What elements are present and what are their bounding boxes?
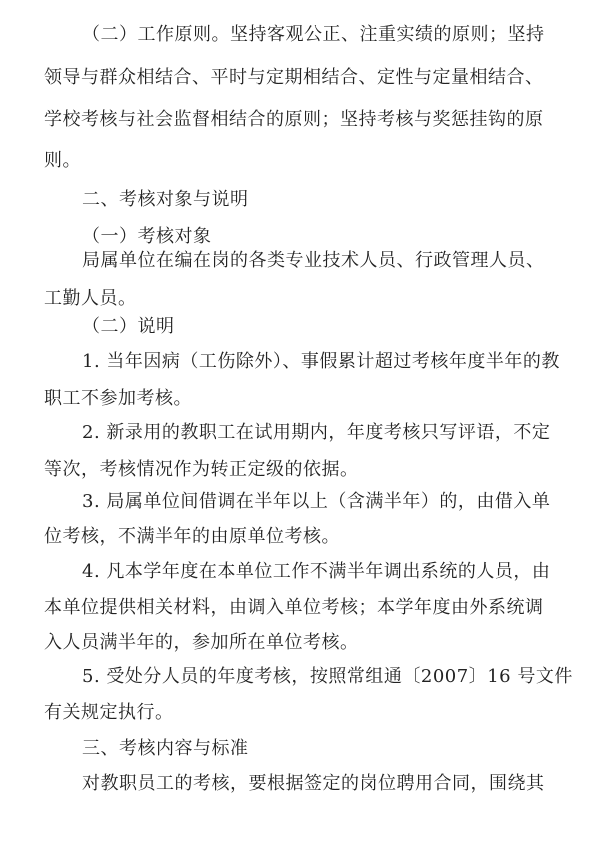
note-2-line-1: 2. 新录用的教职工在试用期内，年度考核只写评语，不定 — [82, 422, 551, 443]
note-4-line-1: 4. 凡本学年度在本单位工作不满半年调出系统的人员，由 — [82, 561, 551, 582]
subheading-assessment-target: （一）考核对象 — [82, 226, 212, 247]
principles-line-2: 领导与群众相结合、平时与定期相结合、定性与定量相结合、 — [44, 67, 544, 88]
note-5-line-2: 有关规定执行。 — [44, 702, 174, 723]
note-3-line-2: 位考核，不满半年的由原单位考核。 — [44, 526, 340, 547]
section-heading-3: 三、考核内容与标准 — [82, 738, 249, 759]
content-standards-line-1: 对教职员工的考核，要根据签定的岗位聘用合同，围绕其 — [82, 773, 545, 794]
note-1-line-2: 职工不参加考核。 — [44, 388, 192, 409]
note-1-line-1: 1. 当年因病（工伤除外）、事假累计超过考核年度半年的教 — [82, 351, 560, 372]
note-2-line-2: 等次，考核情况作为转正定级的依据。 — [44, 459, 359, 480]
target-line-1: 局属单位在编在岗的各类专业技术人员、行政管理人员、 — [82, 250, 545, 271]
principles-line-1: （二）工作原则。坚持客观公正、注重实绩的原则；坚持 — [82, 24, 545, 45]
note-4-line-3: 入人员满半年的，参加所在单位考核。 — [44, 632, 359, 653]
target-line-2: 工勤人员。 — [44, 288, 137, 309]
note-5-line-1: 5. 受处分人员的年度考核，按照常组通〔2007〕16 号文件 — [82, 666, 573, 687]
note-4-line-2: 本单位提供相关材料，由调入单位考核；本学年度由外系统调 — [44, 597, 544, 618]
note-3-line-1: 3. 局属单位间借调在半年以上（含满半年）的，由借入单 — [82, 491, 551, 512]
subheading-notes: （二）说明 — [82, 316, 175, 337]
principles-line-4: 则。 — [44, 150, 81, 171]
section-heading-2: 二、考核对象与说明 — [82, 189, 249, 210]
principles-line-3: 学校考核与社会监督相结合的原则；坚持考核与奖惩挂钩的原 — [44, 109, 544, 130]
